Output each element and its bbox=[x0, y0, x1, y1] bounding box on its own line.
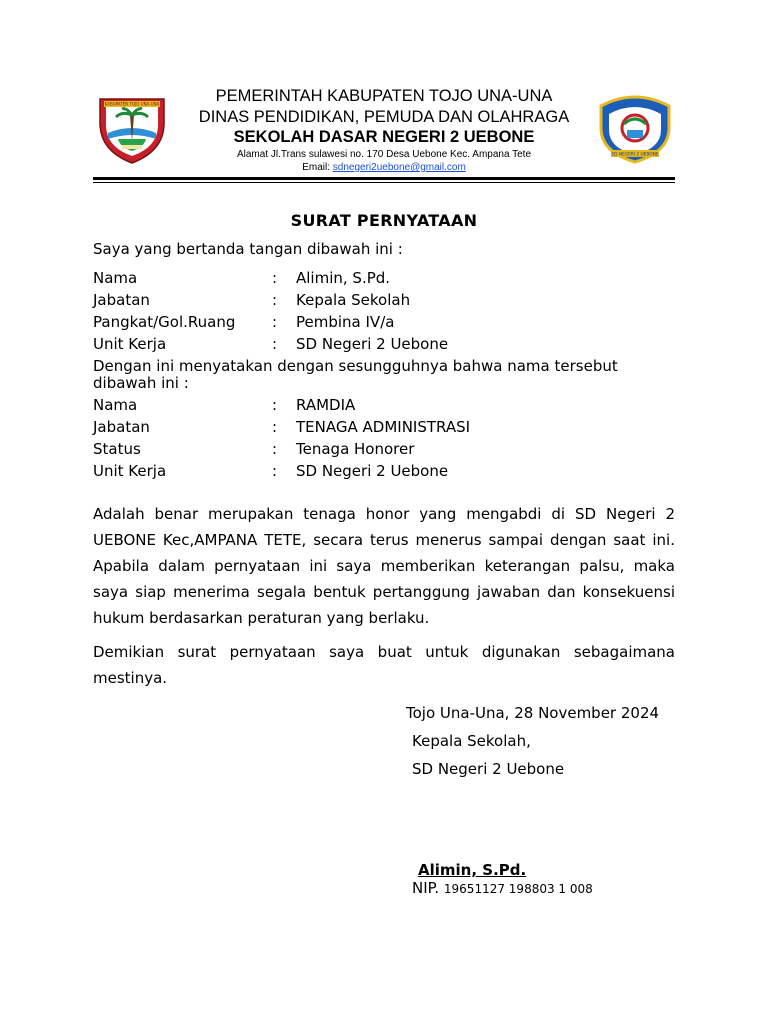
signer-value: Pembina IV/a bbox=[296, 313, 395, 331]
subject-colon: : bbox=[272, 440, 278, 458]
signature-name: Alimin, S.Pd. bbox=[418, 861, 527, 879]
nip-line bbox=[412, 879, 593, 897]
paragraph-line: saya siap menerima segala bentuk pertanggung jawaban dan konsekuensi bbox=[93, 583, 675, 601]
signer-colon: : bbox=[272, 291, 278, 309]
subject-colon: : bbox=[272, 396, 278, 414]
subject-label: Status bbox=[93, 440, 141, 458]
signer-label: Jabatan bbox=[93, 291, 150, 309]
place-date: Tojo Una-Una, 28 November 2024 bbox=[406, 704, 660, 722]
statement-line: Dengan ini menyatakan dengan sesungguhnya bahwa nama tersebut bbox=[93, 357, 618, 375]
header-department: DINAS PENDIDIKAN, PEMUDA DAN OLAHRAGA bbox=[198, 108, 570, 126]
paragraph-line: mestinya. bbox=[93, 669, 168, 687]
statement-line: dibawah ini : bbox=[93, 374, 189, 392]
header-address: Alamat Jl.Trans sulawesi no. 170 Desa Uebone Kec. Ampana Tete bbox=[236, 149, 532, 160]
subject-value: RAMDIA bbox=[296, 396, 356, 414]
body-paragraph bbox=[93, 501, 675, 631]
header-email-line bbox=[0, 162, 768, 173]
signer-value: SD Negeri 2 Uebone bbox=[296, 335, 449, 353]
paragraph-line: Adalah benar merupakan tenaga honor yang mengabdi di SD Negeri 2 bbox=[93, 505, 675, 523]
nip-number: 19651127 198803 1 008 bbox=[443, 882, 593, 896]
subject-label: Unit Kerja bbox=[93, 462, 167, 480]
subject-label: Jabatan bbox=[93, 418, 150, 436]
header-rule-thick bbox=[93, 177, 675, 180]
subject-colon: : bbox=[272, 418, 278, 436]
school-logo-text: SD NEGERI 2 UEBONE bbox=[611, 152, 659, 158]
subject-colon: : bbox=[272, 462, 278, 480]
signer-unit: SD Negeri 2 Uebone bbox=[412, 760, 565, 778]
paragraph-line: UEBONE Kec,AMPANA TETE, secara terus menerus sampai dengan saat ini. bbox=[93, 531, 675, 549]
regency-logo-text: KABUPATEN TOJO UNA-UNA bbox=[104, 101, 160, 107]
signer-colon: : bbox=[272, 269, 278, 287]
header-rule-thin bbox=[93, 182, 675, 183]
paragraph-line: Apabila dalam pernyataan ini saya memberikan keterangan palsu, maka bbox=[93, 557, 675, 575]
signer-label: Unit Kerja bbox=[93, 335, 167, 353]
signer-value: Alimin, S.Pd. bbox=[296, 269, 391, 287]
signer-label: Nama bbox=[93, 269, 138, 287]
paragraph-line: Demikian surat pernyataan saya buat untuk digunakan sebagaimana bbox=[93, 643, 675, 661]
signer-value: Kepala Sekolah bbox=[296, 291, 411, 309]
signer-position: Kepala Sekolah, bbox=[412, 732, 531, 750]
intro-text: Saya yang bertanda tangan dibawah ini : bbox=[93, 240, 403, 258]
subject-value: SD Negeri 2 Uebone bbox=[296, 462, 449, 480]
signer-colon: : bbox=[272, 313, 278, 331]
subject-value: TENAGA ADMINISTRASI bbox=[296, 418, 471, 436]
subject-value: Tenaga Honorer bbox=[296, 440, 415, 458]
signer-label: Pangkat/Gol.Ruang bbox=[93, 313, 236, 331]
document-title: SURAT PERNYATAAN bbox=[290, 211, 478, 230]
closing-paragraph bbox=[93, 639, 675, 691]
email-link[interactable]: sdnegeri2uebone@gmail.com bbox=[332, 162, 466, 173]
email-label: Email: bbox=[302, 162, 330, 173]
nip-label: NIP. bbox=[412, 879, 440, 897]
header-school: SEKOLAH DASAR NEGERI 2 UEBONE bbox=[233, 128, 535, 146]
paragraph-line: hukum berdasarkan peraturan yang berlaku. bbox=[93, 609, 430, 627]
signer-colon: : bbox=[272, 335, 278, 353]
subject-label: Nama bbox=[93, 396, 138, 414]
header-government: PEMERINTAH KABUPATEN TOJO UNA-UNA bbox=[215, 87, 553, 105]
